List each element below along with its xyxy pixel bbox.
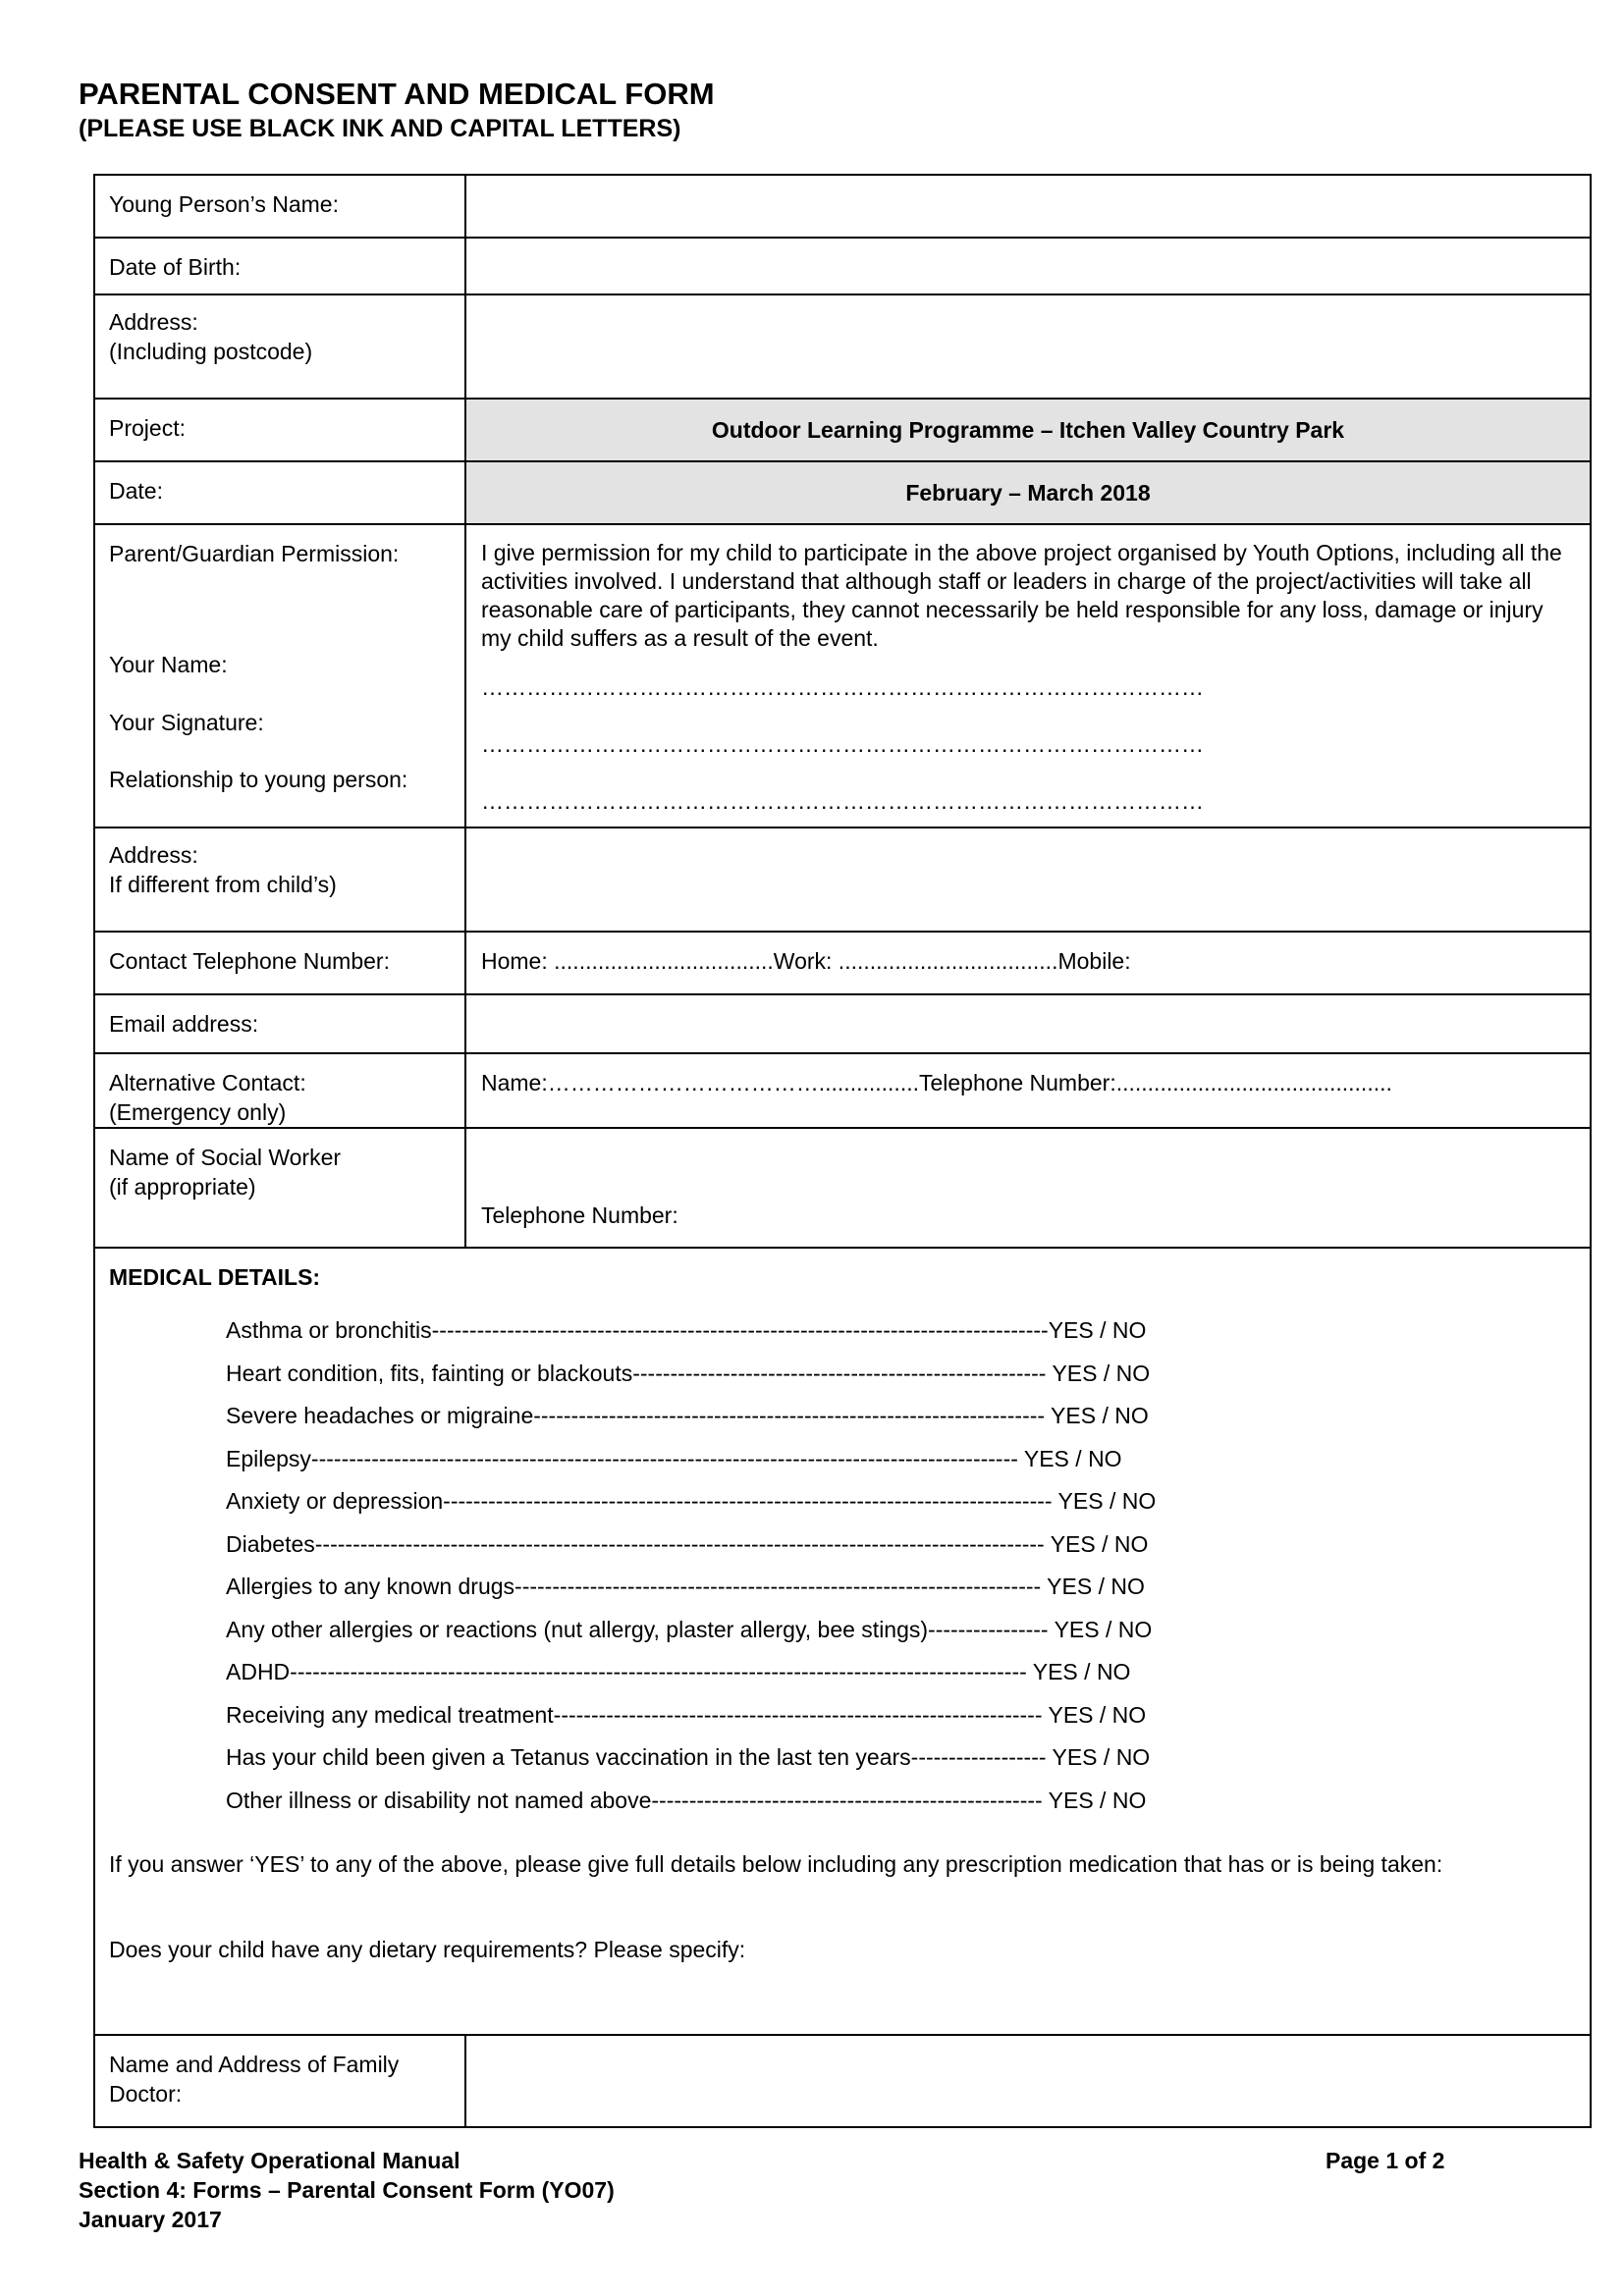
address-label-note: (Including postcode) (109, 339, 313, 364)
young-person-name-field[interactable] (465, 175, 1591, 238)
social-worker-label: Name of Social Worker (109, 1145, 342, 1170)
medical-condition-item[interactable]: ADHD-------------------------------------------------------------------------------------------------- YES / NO (226, 1659, 1131, 1684)
relationship-field[interactable]: …………………………………………………………………………………… (481, 788, 1204, 814)
social-worker-label-note: (if appropriate) (109, 1174, 256, 1200)
row-alternative-contact (94, 1053, 1591, 1128)
family-doctor-label-cont: Doctor: (109, 2081, 183, 2107)
address-field[interactable] (465, 294, 1591, 399)
parent-address-label-note: If different from child’s) (109, 872, 337, 897)
medical-details-heading: MEDICAL DETAILS: (109, 1264, 321, 1290)
row-medical-details (94, 1248, 1591, 2035)
dob-field[interactable] (465, 238, 1591, 294)
form-title: PARENTAL CONSENT AND MEDICAL FORM (79, 77, 715, 111)
medical-condition-item[interactable]: Asthma or bronchitis----------------------------------------------------------------------------------YES / NO (226, 1317, 1147, 1343)
row-parent-address (94, 828, 1591, 932)
footer-section: Section 4: Forms – Parental Consent Form (YO07) (79, 2177, 615, 2203)
medical-condition-item[interactable]: Receiving any medical treatment----------------------------------------------------------------- YES / NO (226, 1701, 1147, 1728)
medical-condition-item[interactable]: Epilepsy---------------------------------------------------------------------------------------------- YES / NO (226, 1445, 1122, 1471)
footer-manual-title: Health & Safety Operational Manual (79, 2148, 460, 2173)
family-doctor-label: Name and Address of Family (109, 2052, 400, 2077)
email-label: Email address: (109, 1011, 259, 1037)
medical-condition-item[interactable]: Other illness or disability not named above---------------------------------------------------- YES / NO (226, 1787, 1147, 1813)
consent-form-table (93, 174, 1592, 2128)
row-contact-telephone (94, 932, 1591, 994)
medical-conditions-list (226, 1309, 1590, 1822)
email-field[interactable] (465, 994, 1591, 1053)
form-subtitle: (PLEASE USE BLACK INK AND CAPITAL LETTERS) (79, 115, 681, 142)
family-doctor-field[interactable] (465, 2035, 1591, 2127)
relationship-label: Relationship to young person: (109, 767, 408, 792)
footer-date: January 2017 (79, 2207, 222, 2232)
project-label: Project: (109, 415, 186, 441)
medical-condition-item[interactable]: Heart condition, fits, fainting or blackouts------------------------------------------------------- YES / NO (226, 1360, 1151, 1386)
medical-condition-item[interactable]: Severe headaches or migraine-------------------------------------------------------------------- YES / NO (226, 1403, 1149, 1428)
medical-condition-item[interactable]: Has your child been given a Tetanus vaccination in the last ten years------------------ YES / NO (226, 1744, 1151, 1770)
parent-address-field[interactable] (465, 828, 1591, 932)
your-signature-label: Your Signature: (109, 710, 264, 735)
row-address (94, 294, 1591, 399)
contact-telephone-field[interactable]: Home: ...................................Work: ...................................Mobile: (481, 948, 1131, 974)
row-permission (94, 524, 1591, 828)
social-worker-field[interactable] (465, 1128, 1591, 1248)
row-date (94, 461, 1591, 524)
young-person-name-label: Young Person’s Name: (109, 191, 339, 217)
alternative-contact-field[interactable]: Name:………………………………................Telephone Number:............................................ (481, 1070, 1392, 1095)
alternative-contact-label-note: (Emergency only) (109, 1099, 287, 1125)
dietary-requirements-prompt: Does your child have any dietary requirements? Please specify: (109, 1937, 746, 1962)
row-family-doctor (94, 2035, 1591, 2127)
medical-condition-item[interactable]: Allergies to any known drugs---------------------------------------------------------------------- YES / NO (226, 1574, 1145, 1599)
row-social-worker (94, 1128, 1591, 1248)
parent-address-label: Address: (109, 842, 198, 868)
medical-condition-item[interactable]: Diabetes------------------------------------------------------------------------------------------------- YES / NO (226, 1530, 1149, 1557)
document-footer (79, 2146, 615, 2234)
your-name-field[interactable]: …………………………………………………………………………………… (481, 674, 1204, 700)
row-project (94, 399, 1591, 461)
row-date-of-birth (94, 238, 1591, 294)
dob-label: Date of Birth: (109, 254, 242, 280)
contact-telephone-label: Contact Telephone Number: (109, 948, 390, 974)
medical-condition-item[interactable]: Anxiety or depression--------------------------------------------------------------------------------- YES / NO (226, 1488, 1157, 1514)
permission-label: Parent/Guardian Permission: (109, 541, 400, 566)
alternative-contact-label: Alternative Contact: (109, 1070, 306, 1095)
medical-details-prompt: If you answer ‘YES’ to any of the above, please give full details below including any prescription medication that has or is being taken: (109, 1851, 1443, 1877)
your-signature-field[interactable]: …………………………………………………………………………………… (481, 731, 1204, 757)
date-label: Date: (109, 478, 163, 504)
page-number: Page 1 of 2 (1326, 2148, 1445, 2173)
address-label: Address: (109, 309, 198, 335)
row-email (94, 994, 1591, 1053)
medical-condition-item[interactable]: Any other allergies or reactions (nut allergy, plaster allergy, bee stings)---------------- YES / NO (226, 1616, 1153, 1642)
permission-statement: I give permission for my child to participate in the above project organised by Youth Options, including all the activities involved. I understand that although staff or leaders in charge of the project/activities will take all reasonable care of participants, they cannot necessarily be held responsible for any loss, damage or injury my child suffers as a result of the event. (481, 540, 1562, 651)
social-worker-telephone-label: Telephone Number: (481, 1202, 678, 1228)
project-value: Outdoor Learning Programme – Itchen Valley Country Park (711, 417, 1345, 443)
row-young-person-name (94, 175, 1591, 238)
your-name-label: Your Name: (109, 652, 228, 677)
date-value: February – March 2018 (905, 480, 1151, 506)
